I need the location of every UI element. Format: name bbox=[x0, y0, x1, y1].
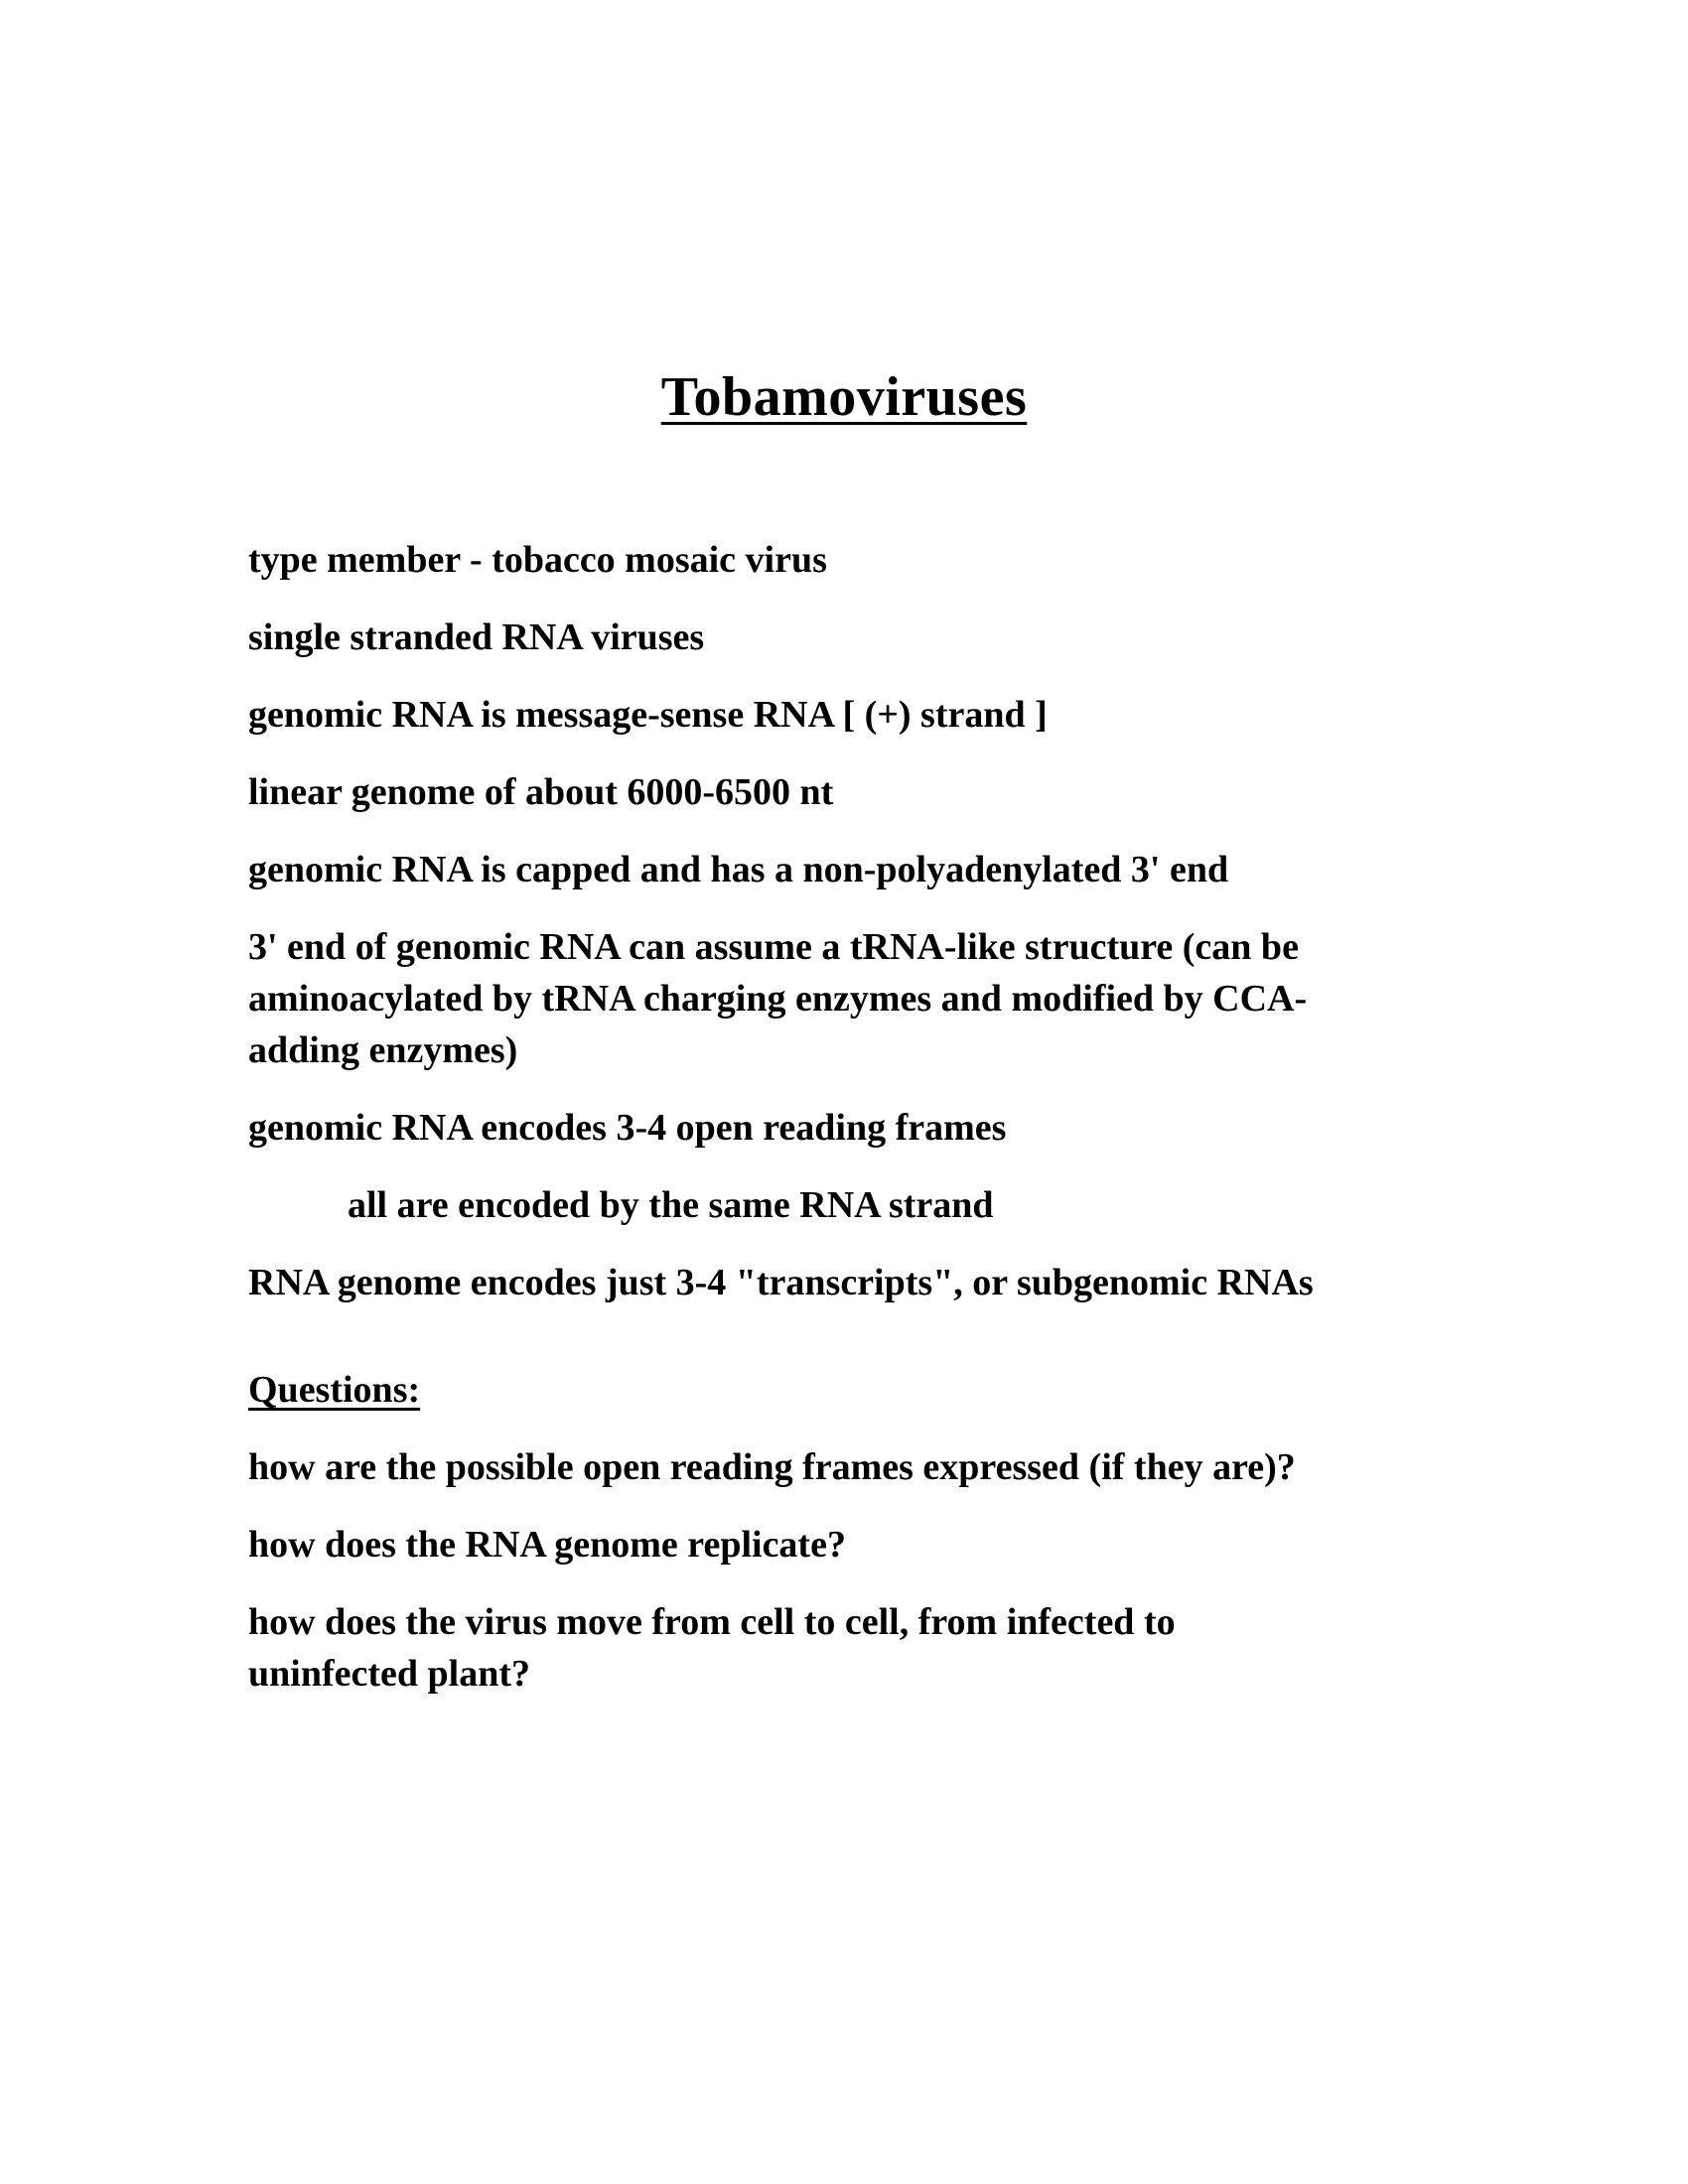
question-text: uninfected plant? bbox=[248, 1653, 530, 1695]
paragraph-subgenomic-rnas bbox=[248, 1257, 1539, 1308]
paragraph-text: 3' end of genomic RNA can assume a tRNA-like structure (can be bbox=[248, 926, 1299, 968]
paragraph-single-stranded bbox=[248, 612, 1539, 663]
paragraph-text: genomic RNA is message-sense RNA [ (+) strand ] bbox=[248, 694, 1048, 736]
document-body bbox=[248, 534, 1539, 1700]
questions-heading-text: Questions: bbox=[248, 1369, 421, 1411]
question-orf-expression bbox=[248, 1441, 1539, 1493]
paragraph-capped-rna bbox=[248, 844, 1539, 895]
question-text: how are the possible open reading frames expressed (if they are)? bbox=[248, 1446, 1296, 1488]
paragraph-text: linear genome of about 6000-6500 nt bbox=[248, 771, 834, 813]
questions-heading bbox=[248, 1364, 1539, 1416]
paragraph-text: genomic RNA is capped and has a non-polyadenylated 3' end bbox=[248, 849, 1229, 890]
paragraph-message-sense bbox=[248, 689, 1539, 741]
question-virus-movement bbox=[248, 1596, 1539, 1700]
paragraph-open-reading-frames bbox=[248, 1102, 1539, 1154]
paragraph-text: adding enzymes) bbox=[248, 1029, 518, 1071]
paragraph-text: single stranded RNA viruses bbox=[248, 616, 705, 658]
paragraph-text: genomic RNA encodes 3-4 open reading frames bbox=[248, 1107, 1007, 1149]
title-row bbox=[0, 0, 1688, 429]
paragraph-linear-genome bbox=[248, 766, 1539, 818]
paragraph-trna-like-structure bbox=[248, 921, 1539, 1076]
question-genome-replication bbox=[248, 1519, 1539, 1570]
paragraph-text: type member - tobacco mosaic virus bbox=[248, 539, 827, 581]
paragraph-same-strand-indented bbox=[248, 1179, 1539, 1231]
page-title: Tobamoviruses bbox=[660, 366, 1028, 428]
question-text: how does the virus move from cell to cell, from infected to bbox=[248, 1601, 1176, 1643]
question-text: how does the RNA genome replicate? bbox=[248, 1524, 846, 1566]
paragraph-text: all are encoded by the same RNA strand bbox=[348, 1184, 994, 1226]
paragraph-text: aminoacylated by tRNA charging enzymes and modified by CCA- bbox=[248, 978, 1308, 1020]
paragraph-text: RNA genome encodes just 3-4 "transcripts", or subgenomic RNAs bbox=[248, 1262, 1314, 1303]
paragraph-type-member bbox=[248, 534, 1539, 586]
